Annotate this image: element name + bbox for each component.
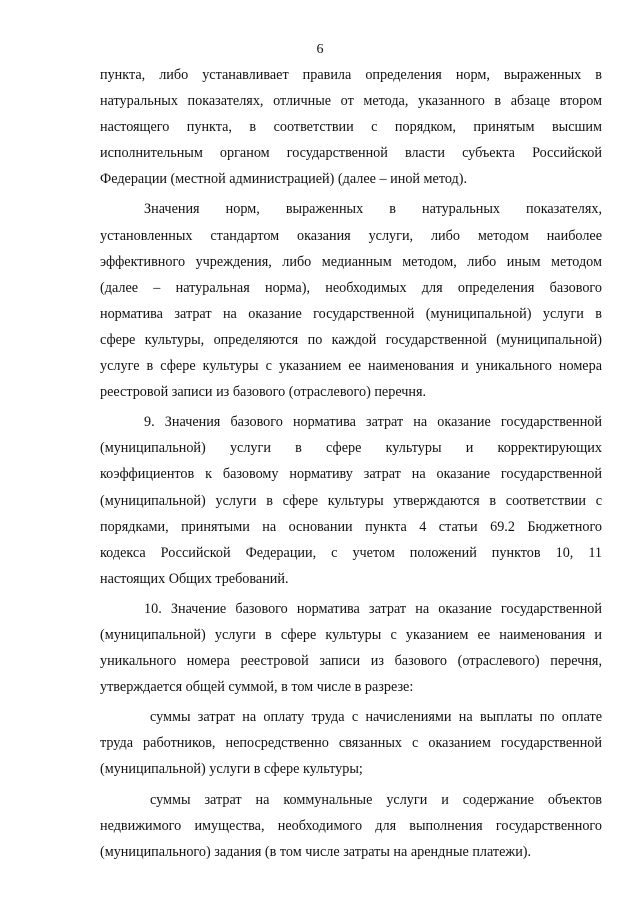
text-line: норматива затрат на оказание государственной (муниципальной) услуги в (100, 305, 602, 322)
text-line: реестровой записи из базового (отраслевого) перечня. (100, 384, 427, 401)
text-line: коэффициентов к базовому нормативу затрат на оказание государственной (100, 466, 602, 483)
text-line: (муниципальной) услуги в сфере культуры и корректирующих (100, 440, 602, 457)
text-line: суммы затрат на коммунальные услуги и содержание объектов (150, 791, 602, 808)
text-line: суммы затрат на оплату труда с начислениями на выплаты по оплате (150, 709, 602, 726)
text-line: настоящих Общих требований. (100, 570, 289, 587)
paragraph-continued (100, 62, 602, 192)
text-line: Значения норм, выраженных в натуральных показателях, (144, 201, 602, 218)
text-line: (муниципальной) услуги в сфере культуры утверждаются в соответствии с (100, 492, 602, 509)
page-number: 6 (316, 42, 324, 57)
text-line: 9. Значения базового норматива затрат на оказание государственной (144, 414, 602, 431)
text-line: Федерации (местной администрацией) (далее – иной метод). (100, 171, 468, 188)
text-line: эффективного учреждения, либо медианным методом, либо иным методом (100, 253, 602, 270)
paragraph-10 (100, 596, 602, 700)
text-line: услуге в сфере культуры с указанием ее наименования и уникального номера (100, 358, 602, 375)
text-line: недвижимого имущества, необходимого для выполнения государственного (100, 817, 602, 834)
text-line: пункта, либо устанавливает правила определения норм, выраженных в (100, 67, 602, 83)
text-line: труда работников, непосредственно связанных с оказанием государственной (100, 735, 602, 752)
text-line: (муниципального) задания (в том числе затраты на арендные платежи). (100, 843, 532, 860)
text-line: (муниципальной) услуги в сфере культуры; (100, 761, 363, 778)
paragraph-9 (100, 409, 602, 592)
text-line: натуральных показателях, отличные от метода, указанного в абзаце втором (100, 93, 602, 110)
text-line: установленных стандартом оказания услуги, либо методом наиболее (100, 227, 602, 244)
paragraph-norms (100, 196, 602, 405)
paragraph-utilities (100, 787, 602, 865)
text-line: уникального номера реестровой записи из базового (отраслевого) перечня, (100, 653, 602, 670)
text-line: (муниципальной) услуги в сфере культуры с указанием ее наименования и (100, 626, 602, 643)
paragraph-labor-costs (100, 704, 602, 782)
text-line: настоящего пункта, в соответствии с порядком, принятым высшим (100, 119, 602, 136)
text-line: кодекса Российской Федерации, с учетом положений пунктов 10, 11 (100, 544, 602, 561)
text-line: 10. Значение базового норматива затрат на оказание государственной (144, 600, 602, 617)
document-body (100, 62, 602, 865)
text-line: утверждается общей суммой, в том числе в разрезе: (100, 679, 414, 696)
text-line: сфере культуры, определяются по каждой государственной (муниципальной) (100, 331, 602, 348)
text-line: (далее – натуральная норма), необходимых для определения базового (100, 279, 602, 296)
text-line: исполнительным органом государственной власти субъекта Российской (100, 145, 602, 162)
text-line: порядками, принятыми на основании пункта 4 статьи 69.2 Бюджетного (100, 518, 602, 535)
